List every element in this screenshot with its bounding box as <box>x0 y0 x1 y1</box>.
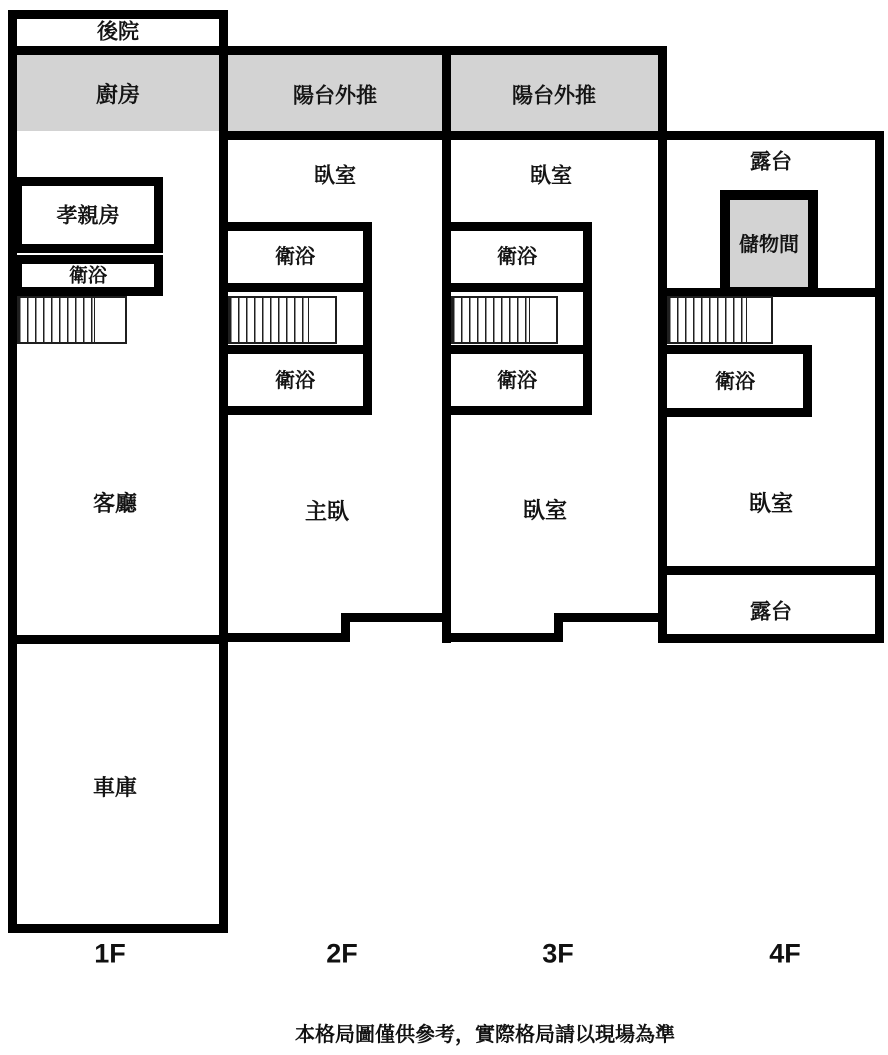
wall-1f-living-bottom <box>8 635 228 644</box>
balcony-2f-label: 陽台外推 <box>293 84 377 108</box>
stair-treads <box>453 298 530 342</box>
stair-treads <box>19 298 95 342</box>
floor-4-label: 4F <box>769 938 801 969</box>
wall-1f-garage-bottom <box>8 924 228 933</box>
wall-4f-terrace-divider <box>658 566 884 575</box>
stairs-3f <box>451 296 558 344</box>
master-bedroom-label: 主臥 <box>304 499 350 524</box>
wall-band-upper <box>8 46 667 55</box>
living-room-label: 客廳 <box>92 491 138 516</box>
stairs-2f <box>228 296 337 344</box>
bath-3f-upper-label: 衛浴 <box>497 246 537 268</box>
stairs-1f <box>17 296 127 344</box>
kitchen-label: 廚房 <box>95 82 141 107</box>
bath-2f-lower-label: 衛浴 <box>275 370 315 392</box>
bedroom-3f-label: 臥室 <box>530 164 572 188</box>
backyard-label: 後院 <box>97 20 139 44</box>
wall-band-mid <box>219 131 884 140</box>
wall-3f-bottom-left <box>442 633 563 642</box>
disclaimer-text: 本格局圖僅供參考，實際格局請以現場為準 <box>295 1024 675 1046</box>
wall-3f-stair-side <box>583 292 592 345</box>
balcony-3f-label: 陽台外推 <box>512 84 596 108</box>
bath-3f-lower-label: 衛浴 <box>497 370 537 392</box>
storage-label: 儲物間 <box>739 234 799 256</box>
bath-2f-upper-label: 衛浴 <box>275 246 315 268</box>
bedroom-2f-label: 臥室 <box>314 164 356 188</box>
terrace-4f-top-label: 露台 <box>750 150 792 174</box>
stair-landing <box>530 298 556 342</box>
wall-2f-stair-side <box>363 292 372 345</box>
floor-1-label: 1F <box>94 938 126 969</box>
stair-treads <box>230 298 309 342</box>
terrace-4f-bottom-label: 露台 <box>750 600 792 624</box>
wall-backyard-top <box>8 10 228 19</box>
parents-room-label: 孝親房 <box>56 204 120 228</box>
wall-3f-bottom-right <box>554 613 667 622</box>
wall-4f-bottom <box>658 634 884 643</box>
stair-landing <box>95 298 125 342</box>
floor-3-label: 3F <box>542 938 574 969</box>
wall-left-1f <box>8 10 17 933</box>
stair-treads <box>669 298 747 342</box>
floor-2-label: 2F <box>326 938 358 969</box>
stairs-4f <box>667 296 773 344</box>
stair-landing <box>309 298 335 342</box>
bedroom-3f-main-label: 臥室 <box>522 498 568 523</box>
stair-landing <box>747 298 771 342</box>
garage-label: 車庫 <box>92 775 138 800</box>
wall-2f-bottom-right <box>341 613 451 622</box>
wall-2f-bottom-left <box>219 633 350 642</box>
bath-4f-label: 衛浴 <box>715 371 755 393</box>
bath-1f-label: 衛浴 <box>68 265 108 287</box>
wall-sep-1f-2f <box>219 10 228 933</box>
bedroom-4f-label: 臥室 <box>748 491 794 516</box>
